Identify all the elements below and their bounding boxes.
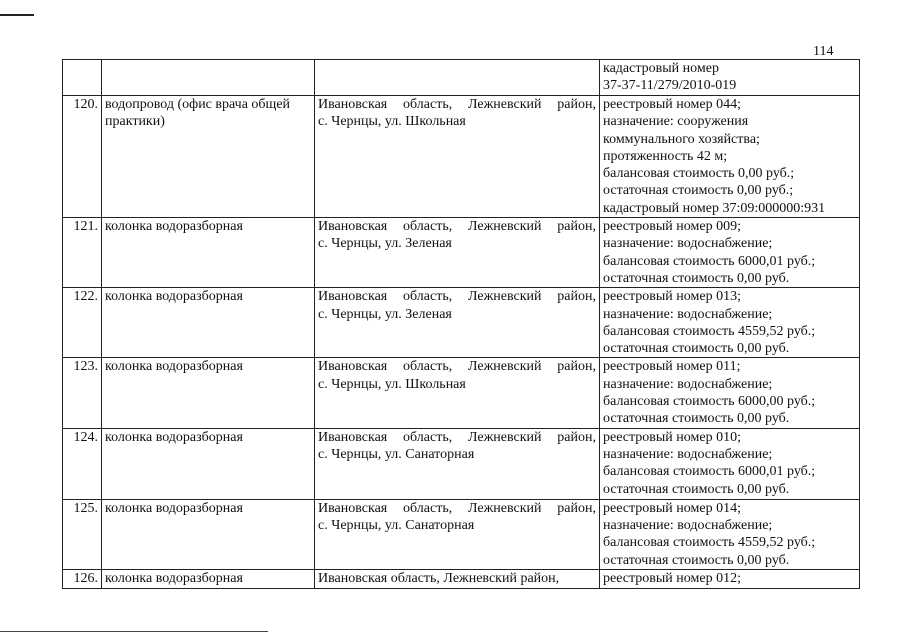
details-line: балансовая стоимость 6000,01 руб.;	[603, 253, 816, 269]
table-row	[63, 218, 860, 288]
object-name-cell	[102, 96, 315, 218]
object-name-cell	[102, 218, 315, 288]
details-cell	[600, 60, 860, 96]
details-line: остаточная стоимость 0,00 руб.	[603, 411, 790, 427]
scan-mark-bottom	[0, 631, 268, 632]
row-number: 126.	[63, 569, 102, 588]
object-name-line: колонка водоразборная	[105, 500, 243, 516]
row-number: 121.	[63, 218, 102, 288]
details-line: остаточная стоимость 0,00 руб.;	[603, 183, 794, 199]
object-name-line: колонка водоразборная	[105, 429, 243, 445]
details-line: реестровый номер 013;	[603, 289, 741, 305]
details-line: протяженность 42 м;	[603, 148, 728, 164]
row-number: 125.	[63, 499, 102, 569]
details-line: реестровый номер 012;	[603, 570, 741, 586]
address-line: Ивановская область, Лежневский район,	[318, 429, 596, 445]
address-cell	[315, 569, 600, 588]
details-line: остаточная стоимость 0,00 руб.	[603, 552, 790, 568]
address-line: с. Чернцы, ул. Санаторная	[318, 446, 475, 462]
object-name-cell	[102, 499, 315, 569]
address-line: Ивановская область, Лежневский район,	[318, 219, 596, 235]
details-line: реестровый номер 009;	[603, 219, 741, 235]
details-line: назначение: водоснабжение;	[603, 306, 773, 322]
details-line: остаточная стоимость 0,00 руб.	[603, 270, 790, 286]
details-line: реестровый номер 010;	[603, 429, 741, 445]
details-line: коммунального хозяйства;	[603, 131, 760, 147]
row-number: 122.	[63, 288, 102, 358]
details-line: балансовая стоимость 6000,01 руб.;	[603, 464, 816, 480]
row-number: 123.	[63, 358, 102, 428]
row-number: 120.	[63, 96, 102, 218]
object-name-cell	[102, 569, 315, 588]
address-line: с. Чернцы, ул. Школьная	[318, 376, 466, 392]
property-registry-table	[62, 59, 860, 589]
scan-mark-top	[0, 14, 34, 16]
details-cell	[600, 428, 860, 499]
object-name-cell	[102, 428, 315, 499]
details-line: 37-37-11/279/2010-019	[603, 78, 737, 94]
table-row	[63, 428, 860, 499]
details-line: кадастровый номер	[603, 61, 719, 76]
address-cell	[315, 428, 600, 499]
object-name-line: колонка водоразборная	[105, 359, 243, 375]
table-row	[63, 358, 860, 428]
address-cell	[315, 499, 600, 569]
address-line: с. Чернцы, ул. Школьная	[318, 114, 466, 130]
details-line: кадастровый номер 37:09:000000:931	[603, 200, 826, 216]
details-cell	[600, 569, 860, 588]
address-line: Ивановская область, Лежневский район,	[318, 500, 596, 516]
address-line: с. Чернцы, ул. Зеленая	[318, 306, 452, 322]
details-line: реестровый номер 014;	[603, 500, 741, 516]
object-name-cell	[102, 358, 315, 428]
object-name-cell	[102, 60, 315, 96]
details-line: остаточная стоимость 0,00 руб.	[603, 481, 790, 497]
details-line: балансовая стоимость 6000,00 руб.;	[603, 394, 816, 410]
details-line: назначение: водоснабжение;	[603, 517, 773, 533]
object-name-line: практики)	[105, 114, 165, 130]
table-row	[63, 499, 860, 569]
details-line: балансовая стоимость 4559,52 руб.;	[603, 323, 816, 339]
address-line: Ивановская область, Лежневский район,	[318, 97, 596, 112]
details-line: реестровый номер 044;	[603, 97, 741, 112]
address-line: с. Чернцы, ул. Санаторная	[318, 517, 475, 533]
object-name-line: водопровод (офис врача общей	[105, 97, 291, 112]
row-number: 124.	[63, 428, 102, 499]
details-line: назначение: водоснабжение;	[603, 376, 773, 392]
table-row	[63, 96, 860, 218]
details-line: балансовая стоимость 4559,52 руб.;	[603, 535, 816, 551]
object-name-cell	[102, 288, 315, 358]
address-line: Ивановская область, Лежневский район,	[318, 289, 596, 305]
address-cell	[315, 358, 600, 428]
address-cell	[315, 60, 600, 96]
details-cell	[600, 288, 860, 358]
row-number	[63, 60, 102, 96]
details-line: назначение: водоснабжение;	[603, 236, 773, 252]
address-cell	[315, 288, 600, 358]
registry-table-body	[63, 60, 860, 589]
details-cell	[600, 218, 860, 288]
details-cell	[600, 358, 860, 428]
address-line: Ивановская область, Лежневский район,	[318, 359, 596, 375]
address-cell	[315, 218, 600, 288]
table-row	[63, 60, 860, 96]
address-line: Ивановская область, Лежневский район,	[318, 570, 560, 586]
object-name-line: колонка водоразборная	[105, 289, 243, 305]
table-row	[63, 569, 860, 588]
table-row	[63, 288, 860, 358]
page-number: 114	[813, 44, 834, 59]
object-name-line: колонка водоразборная	[105, 570, 243, 586]
details-cell	[600, 96, 860, 218]
details-line: остаточная стоимость 0,00 руб.	[603, 341, 790, 357]
object-name-line: колонка водоразборная	[105, 219, 243, 235]
details-line: балансовая стоимость 0,00 руб.;	[603, 166, 795, 182]
details-line: назначение: водоснабжение;	[603, 446, 773, 462]
address-cell	[315, 96, 600, 218]
details-cell	[600, 499, 860, 569]
address-line: с. Чернцы, ул. Зеленая	[318, 236, 452, 252]
details-line: реестровый номер 011;	[603, 359, 741, 375]
details-line: назначение: сооружения	[603, 114, 749, 130]
